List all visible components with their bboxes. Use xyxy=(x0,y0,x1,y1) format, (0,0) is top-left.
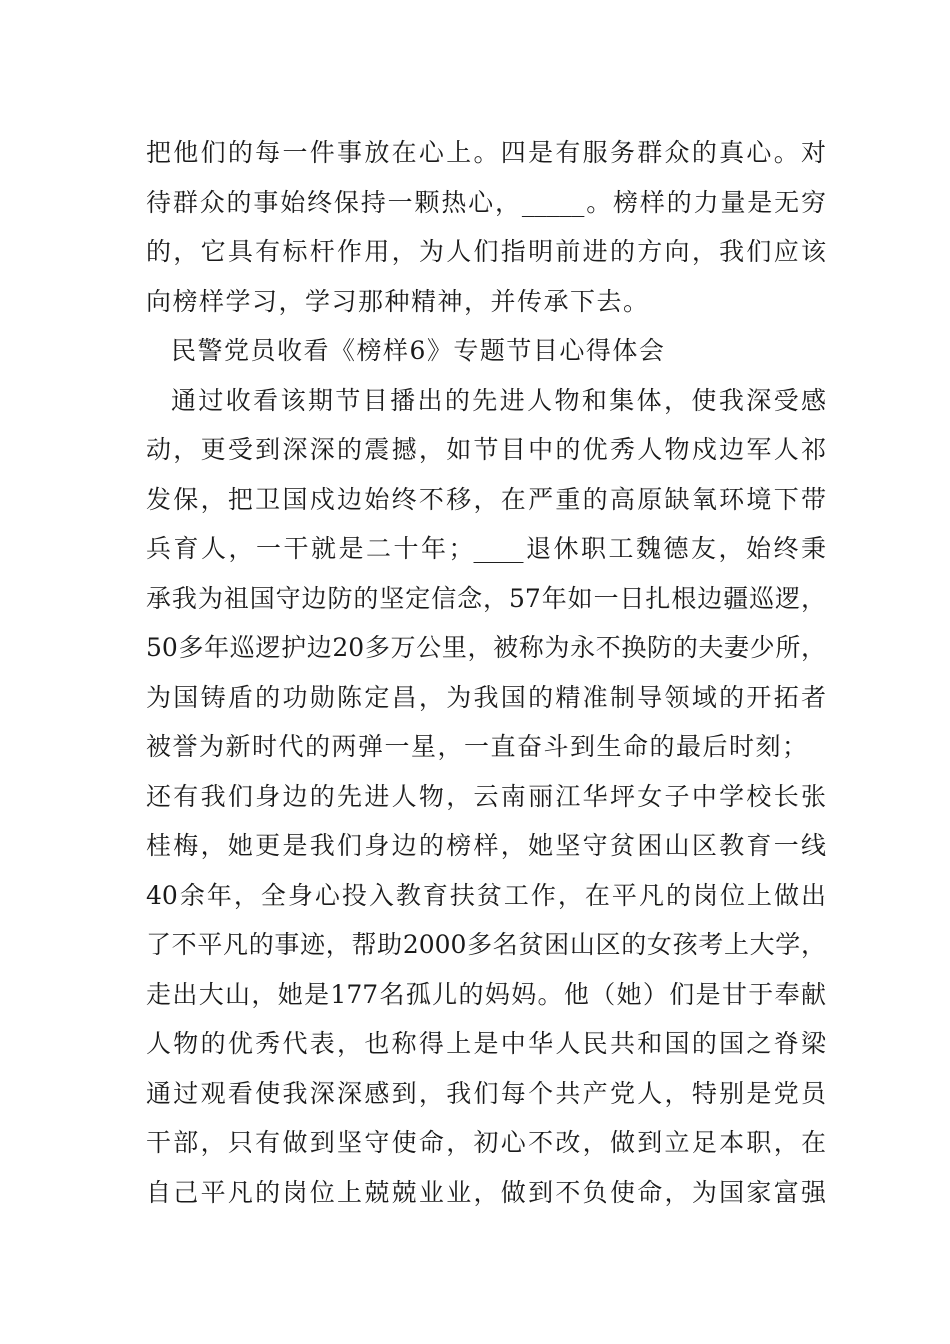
text-line: 被誉为新时代的两弹一星，一直奋斗到生命的最后时刻； xyxy=(146,732,809,761)
text-line: 人物的优秀代表，也称得上是中华人民共和国的国之脊梁 xyxy=(146,1029,826,1058)
text-line: 兵育人，一干就是二十年；____退休职工魏德友，始终秉 xyxy=(146,534,826,563)
section-title: 民警党员收看《榜样6》专题节目心得体会 xyxy=(171,336,666,365)
text-line: 向榜样学习，学习那种精神，并传承下去。 xyxy=(146,286,650,316)
text-line: 动，更受到深深的震撼，如节目中的优秀人物戍边军人祁 xyxy=(146,435,826,464)
text-line: 待群众的事始终保持一颗热心，_____。榜样的力量是无穷 xyxy=(146,187,826,217)
text-line: 桂梅，她更是我们身边的榜样，她坚守贫困山区教育一线 xyxy=(146,831,826,860)
text-line: 了不平凡的事迹，帮助2000多名贫困山区的女孩考上大学， xyxy=(146,930,826,959)
text-line: 干部，只有做到坚守使命，初心不改，做到立足本职，在 xyxy=(146,1128,826,1157)
text-line: 为国铸盾的功勋陈定昌，为我国的精准制导领域的开拓者 xyxy=(146,682,826,712)
text-line: 承我为祖国守边防的坚定信念，57年如一日扎根边疆巡逻， xyxy=(146,583,826,613)
text-line: 通过观看使我深深感到，我们每个共产党人，特别是党员 xyxy=(146,1078,826,1108)
text-line: 50多年巡逻护边20多万公里，被称为永不换防的夫妻少所， xyxy=(146,633,826,662)
text-line: 把他们的每一件事放在心上。四是有服务群众的真心。对 xyxy=(146,138,826,167)
text-line: 40余年，全身心投入教育扶贫工作，在平凡的岗位上做出 xyxy=(146,880,826,910)
text-line: 发保，把卫国戍边始终不移，在严重的高原缺氧环境下带 xyxy=(146,484,826,514)
text-line: 通过收看该期节目播出的先进人物和集体，使我深受感 xyxy=(171,385,826,415)
text-line: 还有我们身边的先进人物，云南丽江华坪女子中学校长张 xyxy=(146,781,826,811)
text-line: 走出大山，她是177名孤儿的妈妈。他（她）们是甘于奉献 xyxy=(146,979,826,1009)
text-line: 自己平凡的岗位上兢兢业业，做到不负使命，为国家富强 xyxy=(146,1177,826,1207)
text-line: 的，它具有标杆作用，为人们指明前进的方向，我们应该 xyxy=(146,237,826,266)
body-text xyxy=(146,128,826,1217)
